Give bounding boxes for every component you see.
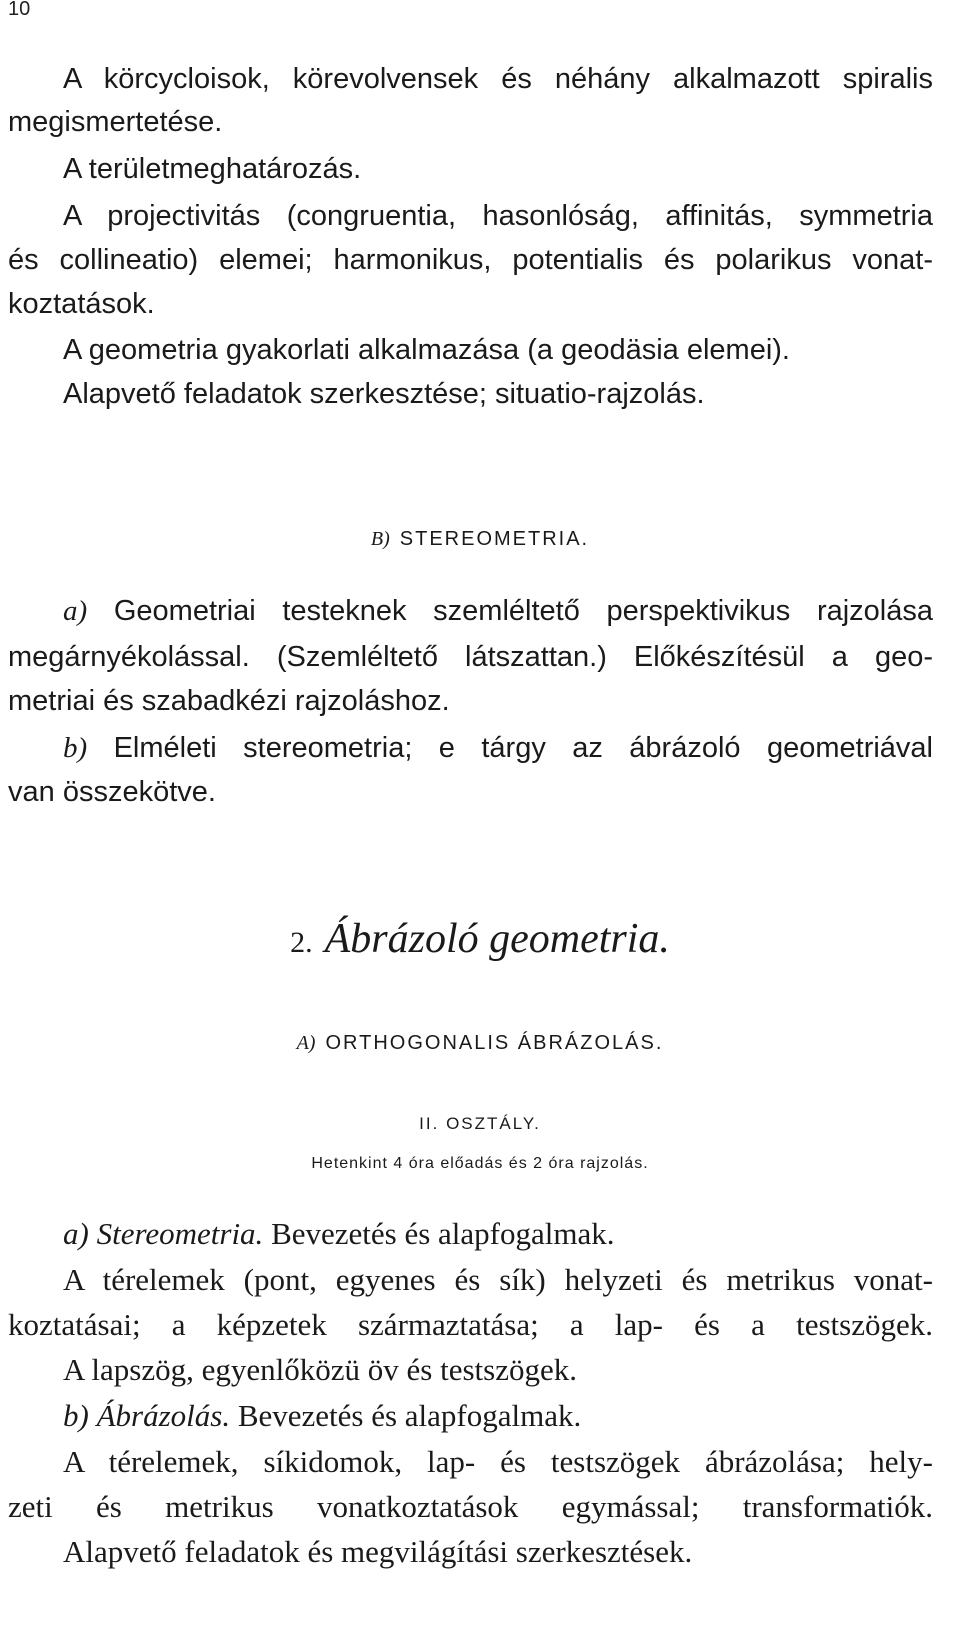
orthogonal-line: Alapvető feladatok és megvilágítási szerkesztések.: [63, 1534, 693, 1569]
orthogonal-line: a) Stereometria. Bevezetés és alapfogalmak.: [63, 1216, 615, 1251]
item-mark: b): [63, 1398, 89, 1433]
item-mark: a): [63, 595, 88, 627]
text-line: Alapvető feladatok szerkesztése; situatio-rajzolás.: [63, 378, 705, 410]
schedule-line: Hetenkint 4 óra előadás és 2 óra rajzolás.: [311, 1155, 649, 1172]
text-line: koztatások.: [8, 288, 155, 320]
text-line: A területmeghatározás.: [63, 153, 362, 185]
paragraph-b-line: b) Elméleti stereometria; e tárgy az ábrázoló geometriával: [63, 732, 933, 764]
paragraph-a-line: megárnyékolással. (Szemléltető látszattan.) Előkészítésül a geo-: [8, 641, 933, 673]
section-mark: B): [370, 528, 390, 550]
orthogonal-line: A lapszög, egyenlőközü öv és testszögek.: [63, 1352, 577, 1387]
item-title: Stereometria.: [96, 1216, 264, 1251]
chapter-number: 2.: [290, 926, 313, 959]
orthogonal-line: b) Ábrázolás. Bevezetés és alapfogalmak.: [63, 1398, 582, 1433]
text-line: A projectivitás (congruentia, hasonlóság, affinitás, symmetria: [63, 200, 933, 232]
orthogonal-line: A térelemek (pont, egyenes és sík) helyzeti és metrikus vonat-: [63, 1262, 933, 1297]
class-heading: II. OSZTÁLY.: [419, 1114, 541, 1133]
text-line: és collineatio) elemei; harmonikus, potentialis és polarikus vonat-: [8, 244, 933, 276]
section-heading-orthogonalis: [0, 1032, 960, 1055]
section-heading-stereometria: [0, 528, 960, 551]
section-heading-text: ORTHOGONALIS ÁBRÁZOLÁS.: [325, 1032, 664, 1054]
orthogonal-line: A térelemek, síkidomok, lap- és testszögek ábrázolása; hely-: [63, 1444, 933, 1479]
paragraph-a-line: metriai és szabadkézi rajzoláshoz.: [8, 685, 450, 717]
orthogonal-line: zeti és metrikus vonatkoztatások egymással; transformatiók.: [8, 1489, 933, 1524]
paragraph-b-line: van összekötve.: [8, 776, 216, 808]
text-line: megismertetése.: [8, 106, 223, 138]
item-mark: a): [63, 1216, 89, 1251]
orthogonal-line: koztatásai; a képzetek származtatása; a lap- és a testszögek.: [8, 1307, 933, 1342]
section-heading-text: STEREOMETRIA.: [399, 528, 590, 550]
text-line: A körcycloisok, körevolvensek és néhány alkalmazott spiralis: [63, 63, 933, 95]
item-title: Ábrázolás.: [96, 1398, 231, 1433]
chapter-title: [0, 915, 960, 963]
item-mark: b): [63, 732, 88, 764]
section-mark: A): [296, 1032, 316, 1054]
page-number: 10: [8, 0, 31, 20]
chapter-title-text: Ábrázoló geometria.: [324, 916, 670, 962]
text-line: A geometria gyakorlati alkalmazása (a geodäsia elemei).: [63, 334, 790, 366]
paragraph-a-line: a) Geometriai testeknek szemléltető perspektivikus rajzolása: [63, 595, 934, 627]
